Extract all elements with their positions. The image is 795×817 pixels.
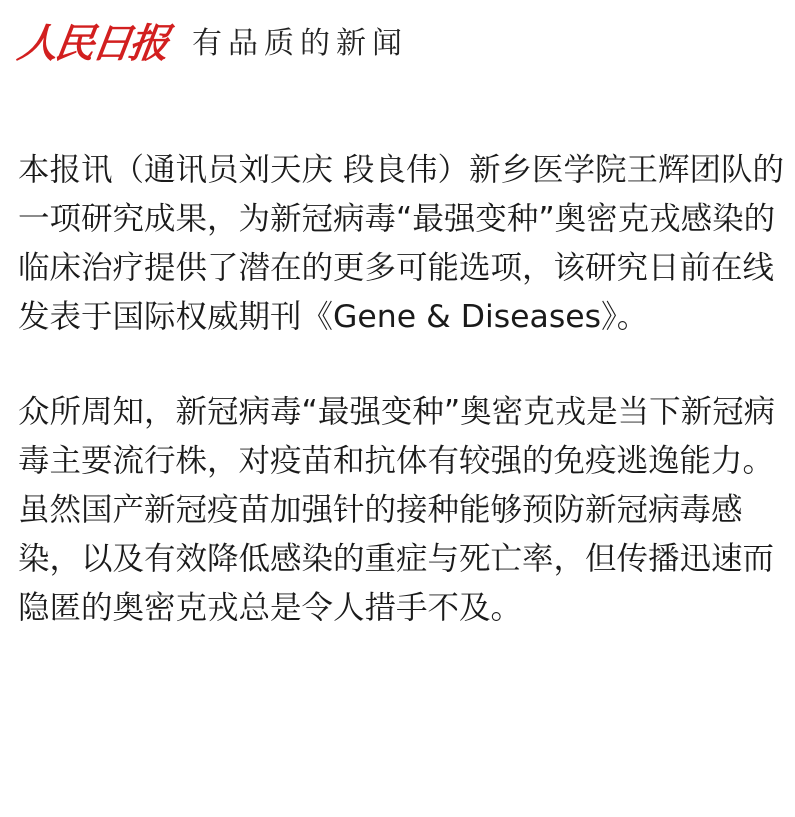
slogan: 有品质的新闻 [192, 26, 408, 61]
people-daily-logo[interactable]: 人民日报 [14, 20, 170, 67]
article-body [18, 146, 784, 633]
paragraph-2: 众所周知，新冠病毒“最强变种”奥密克戎是当下新冠病毒主要流行株，对疫苗和抗体有较强的免疫逃逸能力。虽然国产新冠疫苗加强针的接种能够预防新冠病毒感染，以及有效降低感染的重症与死亡率，但传播迅速而隐匿的奥密克戎总是令人措手不及。 [18, 394, 776, 626]
paragraph-1: 本报讯（通讯员刘天庆 段良伟）新乡医学院王辉团队的一项研究成果，为新冠病毒“最强变种”奥密克戎感染的临床治疗提供了潜在的更多可能选项，该研究日前在线发表于国际权威期刊《Gene & Diseases》。 [18, 152, 785, 335]
header [14, 14, 408, 74]
